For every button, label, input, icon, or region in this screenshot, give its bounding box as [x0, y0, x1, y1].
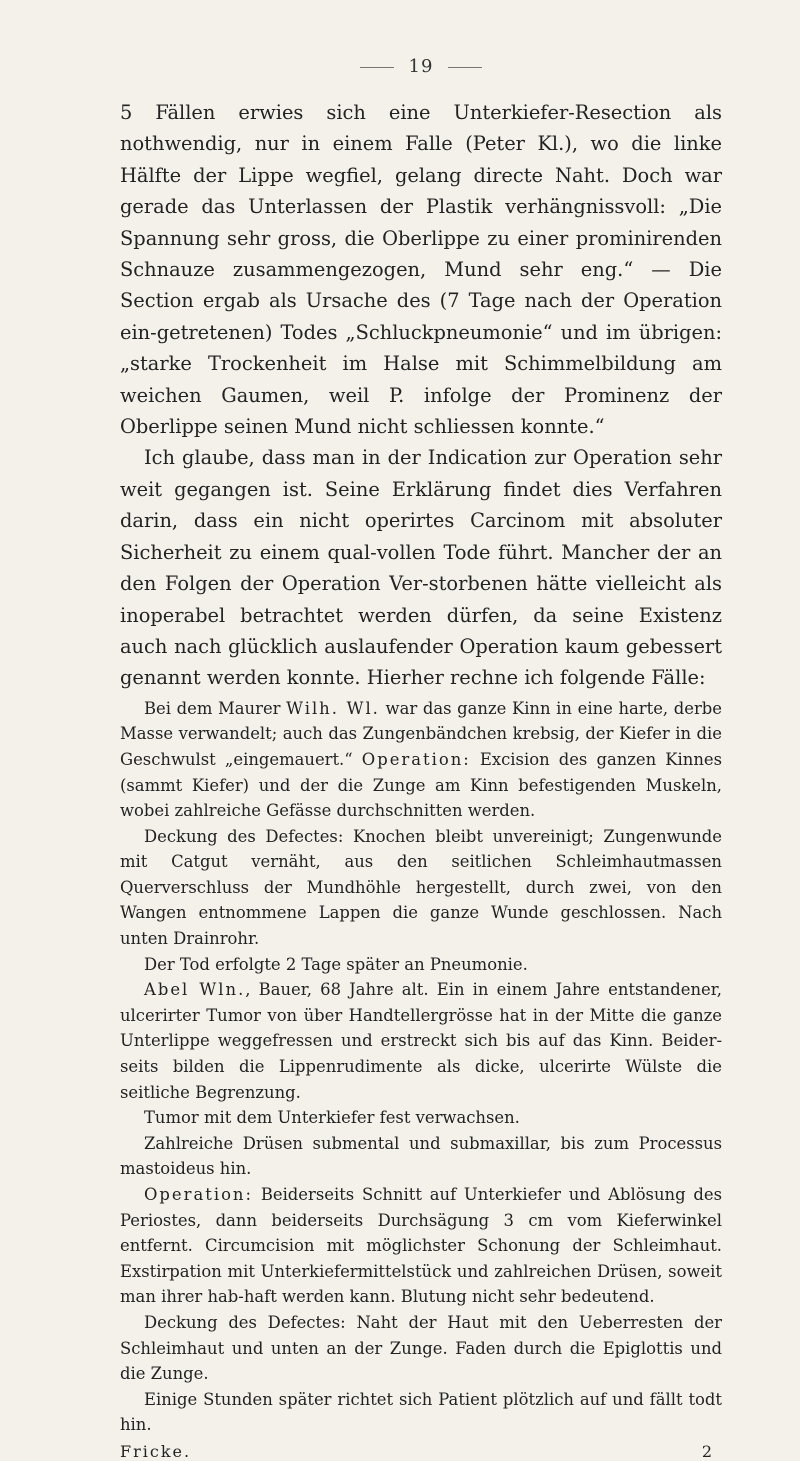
- case2-paragraph-5: Deckung des Defectes: Naht der Haut mit den Ueberresten der Schleimhaut und unten an der Zunge. Faden durch die Epiglottis und die Zunge.: [120, 1312, 722, 1384]
- case2-paragraph-6: Einige Stunden später richtet sich Patient plötzlich auf und fällt todt hin.: [120, 1389, 722, 1435]
- case1-paragraph-2: Deckung des Defectes: Knochen bleibt unvereinigt; Zungenwunde mit Catgut vernäht, aus den seitlichen Schleimhautmassen Querverschluss der Mundhöhle hergestellt, durch zwei, von den Wangen entnommene Lappen die ganze Wunde geschlossen. Nach unten Drainrohr.: [120, 826, 722, 949]
- case1-paragraph-1: Bei dem Maurer Wilh. Wl. war das ganze Kinn in eine harte, derbe Masse verwandelt; auch das Zungenbändchen krebsig, der Kiefer in die Geschwulst „eingemauert.“ Operation: Excision des ganzen Kinnes (sammt Kiefer) und der die Zunge am Kinn befestigenden Muskeln, wobei zahlreiche Gefässe durchschnitten werden.: [120, 698, 723, 821]
- header-dash-left: [360, 67, 394, 68]
- case2-paragraph-3: Zahlreiche Drüsen submental und submaxillar, bis zum Processus mastoideus hin.: [120, 1133, 722, 1179]
- case1-patient-name: Wilh. Wl.: [286, 698, 380, 718]
- footer-sheet-number: 2: [701, 1441, 712, 1461]
- case1-paragraph-3: Der Tod erfolgte 2 Tage später an Pneumonie.: [144, 954, 528, 974]
- footer-signature: Fricke.: [120, 1441, 192, 1461]
- case2-operation-label: Operation:: [144, 1185, 254, 1204]
- case2-patient-name: Abel Wln.: [144, 980, 246, 1000]
- paragraph-1: 5 Fällen erwies sich eine Unterkiefer-Resection als nothwendig, nur in einem Falle (Peter Kl.), wo die linke Hälfte der Lippe wegfiel, gelang directe Naht. Doch war gerade das Unterlassen der Plastik verhängnissvoll: „Die Spannung sehr gross, die Oberlippe zu einer prominirenden Schnauze zusammengezogen, Mund sehr eng.“ — Die Section ergab als Ursache des (7 Tage nach der Operation ein-getretenen) Todes „Schluckpneumonie“ und im übrigen: „starke Trockenheit im Halse mit Schimmelbildung am weichen Gaumen, weil P. infolge der Prominenz der Oberlippe seinen Mund nicht schliessen konnte.“: [120, 101, 722, 439]
- page-footer: [120, 1442, 722, 1461]
- case-reports: [120, 696, 722, 1438]
- page-number: 19: [408, 56, 434, 77]
- page-header: [120, 56, 722, 77]
- header-dash-right: [448, 67, 482, 68]
- case1-operation-label: Operation:: [361, 749, 471, 769]
- main-text: [120, 97, 722, 694]
- paragraph-2: Ich glaube, dass man in der Indication zur Operation sehr weit gegangen ist. Seine Erklärung findet dies Verfahren darin, dass ein nicht operirtes Carcinom mit absoluter Sicherheit zu einem qual-vollen Tode führt. Mancher der an den Folgen der Operation Ver-storbenen hätte vielleicht als inoperabel betrachtet werden dürfen, da seine Existenz auch nach glücklich auslaufender Operation kaum gebessert genannt werden konnte. Hierher rechne ich folgende Fälle:: [120, 446, 722, 690]
- case2-paragraph-4: Operation: Beiderseits Schnitt auf Unterkiefer und Ablösung des Periostes, dann beiderseits Durchsägung 3 cm vom Kieferwinkel entfernt. Circumcision mit möglichster Schonung der Schleimhaut. Exstirpation mit Unterkiefermittelstück und zahlreichen Drüsen, soweit man ihrer hab-haft werden kann. Blutung nicht sehr bedeutend.: [120, 1185, 722, 1307]
- case2-paragraph-1: Abel Wln., Bauer, 68 Jahre alt. Ein in einem Jahre entstandener, ulcerirter Tumor von über Handtellergrösse hat in der Mitte die ganze Unterlippe weggefressen und erstreckt sich bis auf das Kinn. Beider-seits bilden die Lippenrudimente als dicke, ulcerirte Wülste die seitliche Begrenzung.: [120, 980, 722, 1102]
- case2-paragraph-2: Tumor mit dem Unterkiefer fest verwachsen.: [144, 1108, 520, 1128]
